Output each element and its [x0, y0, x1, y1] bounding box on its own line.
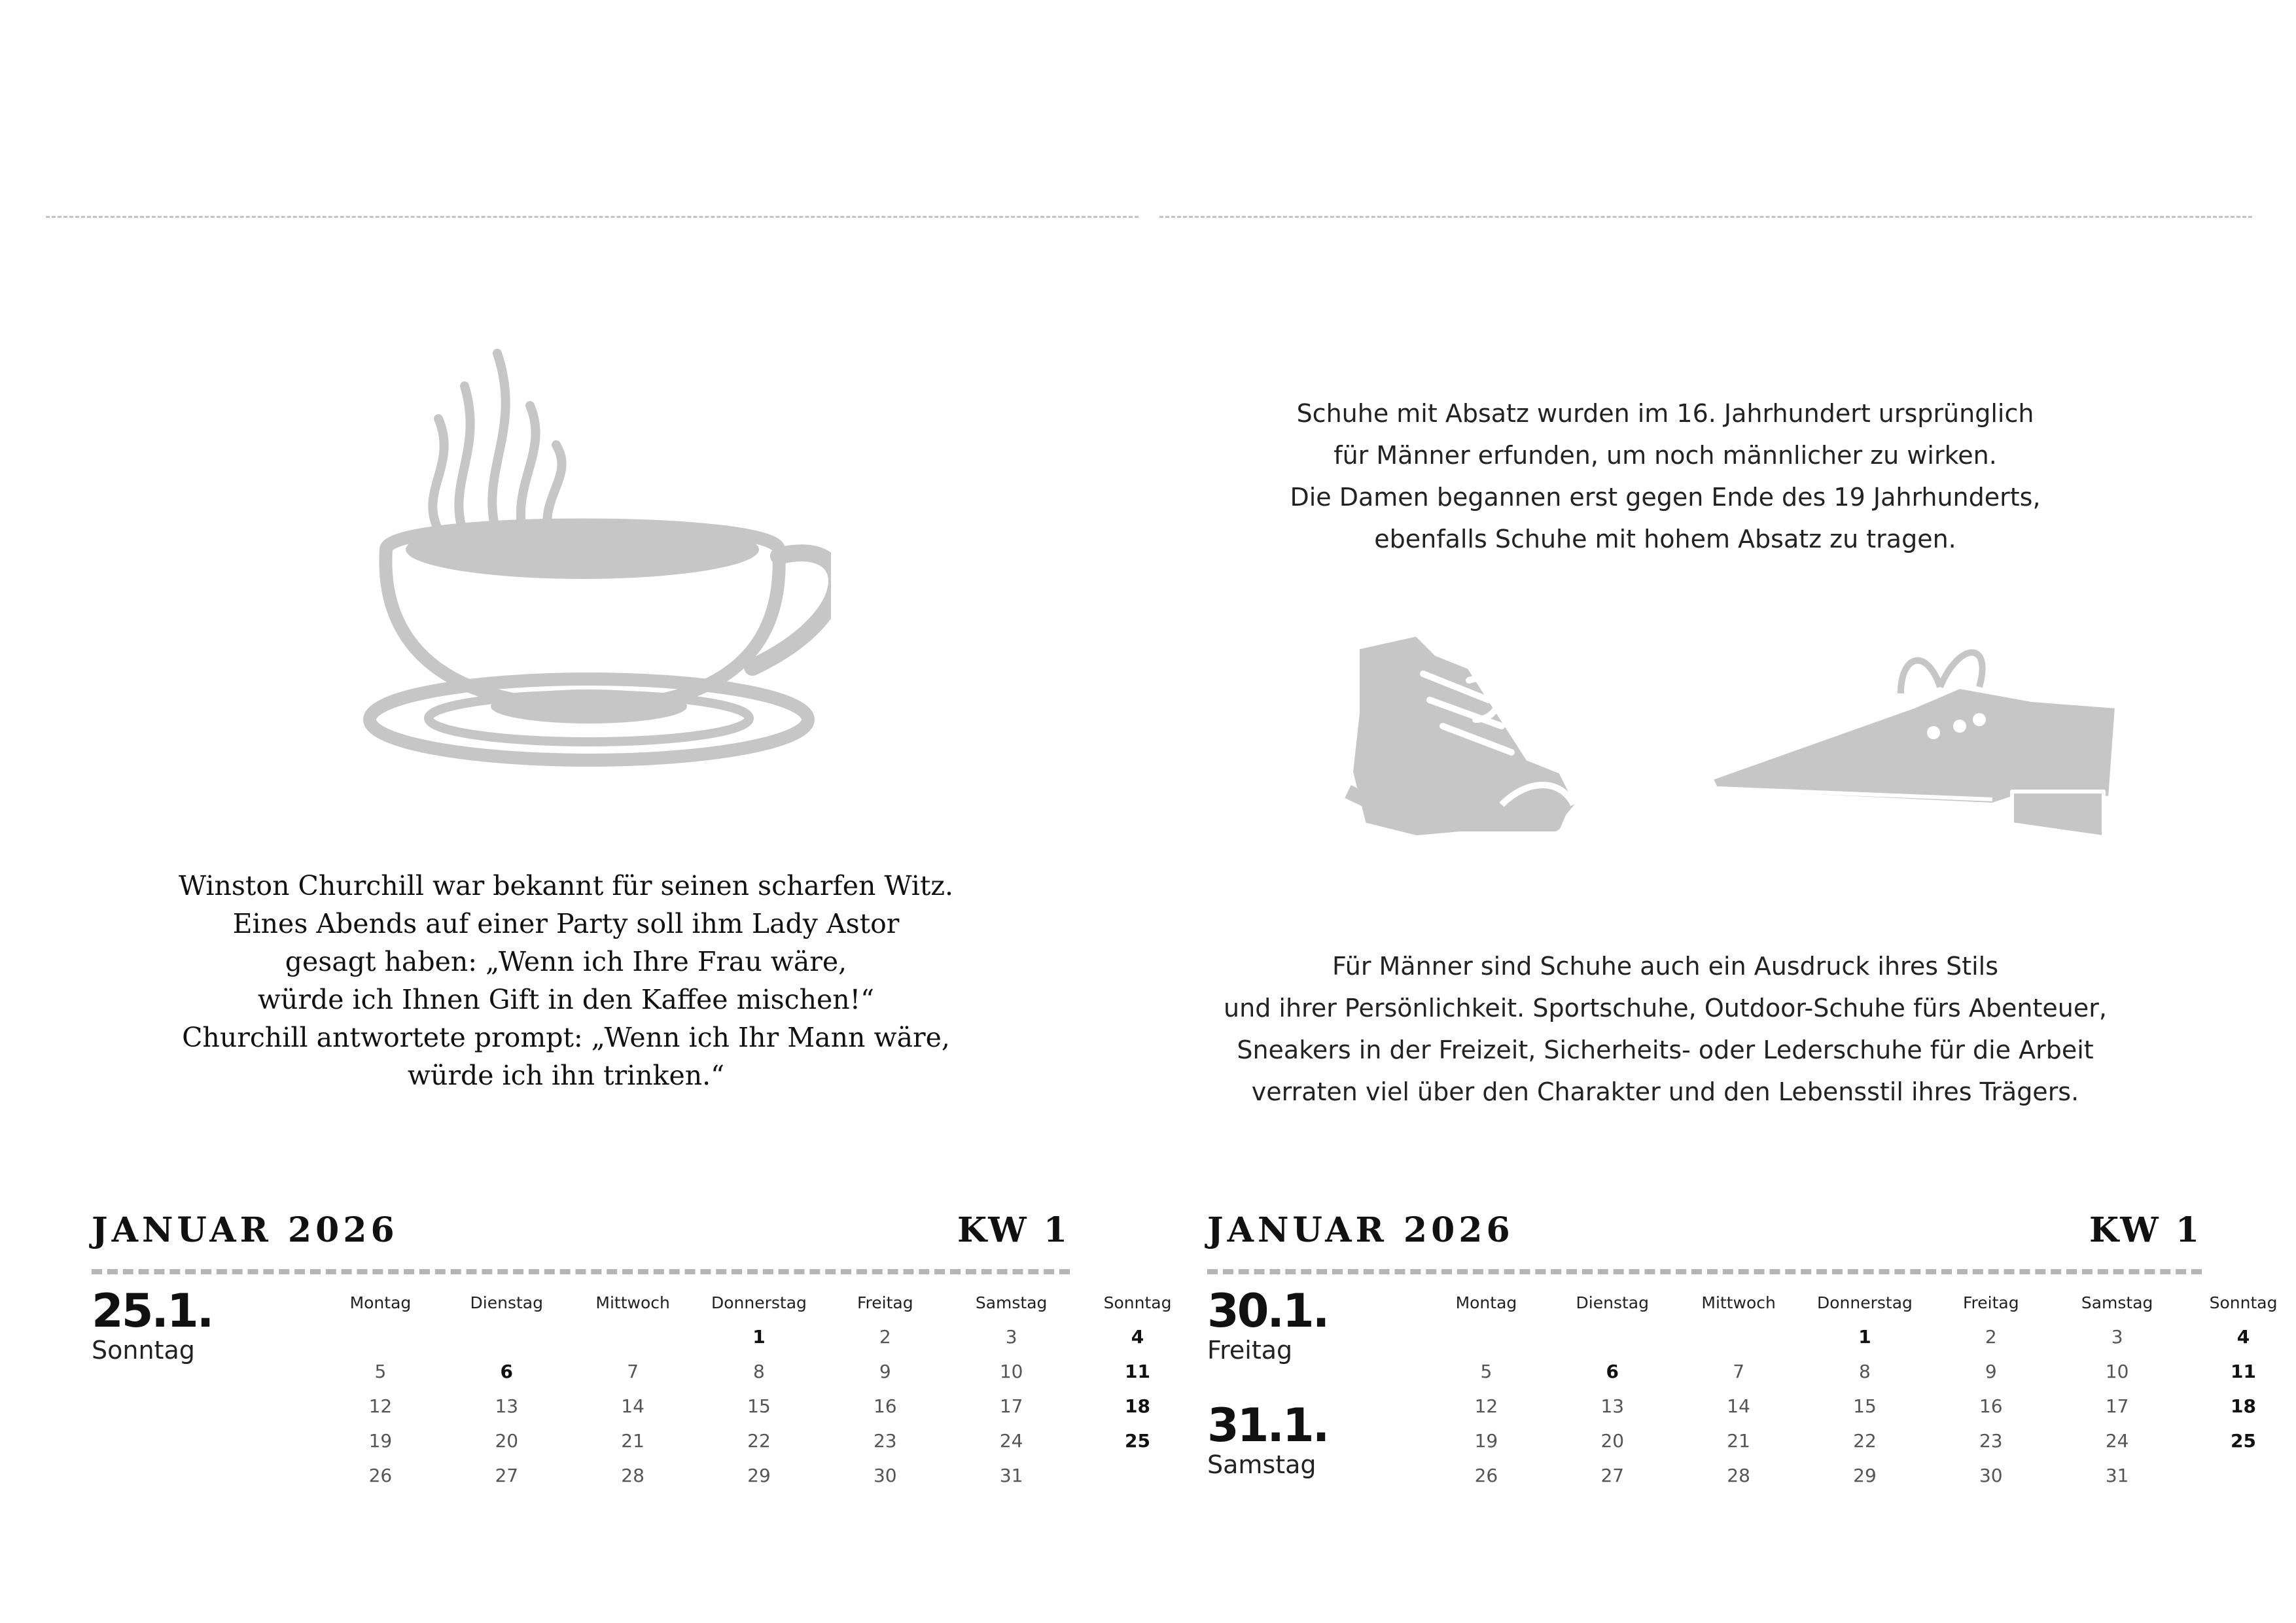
calendar-day: 7: [627, 1361, 639, 1382]
calendar-day: 26: [368, 1465, 393, 1486]
calendar-day: 5: [1480, 1361, 1492, 1382]
calendar-day: 21: [1727, 1430, 1750, 1452]
calendar-day: 30: [873, 1465, 897, 1486]
mini-calendar: [317, 1285, 1201, 1493]
calendar-day: 1: [1858, 1326, 1871, 1348]
calendar-day: 11: [1125, 1361, 1151, 1382]
day-date: 25.1.: [92, 1284, 213, 1338]
calendar-header: [1207, 1210, 2208, 1256]
calendar-day: 18: [2231, 1395, 2257, 1417]
calendar-day: 25: [1125, 1430, 1151, 1452]
calendar-day: 27: [495, 1465, 519, 1486]
calendar-day: 14: [621, 1395, 645, 1417]
calendar-week-number: KW 1: [2089, 1210, 2202, 1250]
calendar-day: 17: [2105, 1395, 2129, 1417]
churchill-quote: Winston Churchill war bekannt für seinen scharfen Witz. Eines Abends auf einer Party soll ihm Lady Astor gesagt haben: „Wenn ich Ihre Frau wäre, würde ich Ihnen Gift in den Kaffee mischen!“ Churchill antwortete prompt: „Wenn ich Ihr Mann wäre, würde ich ihn trinken.“: [178, 870, 954, 1091]
fact-mens-shoes: Für Männer sind Schuhe auch ein Ausdruck ihres Stils und ihrer Persönlichkeit. Sportschuhe, Outdoor-Schuhe fürs Abenteuer, Sneakers in der Freizeit, Sicherheits- oder Lederschuhe für die Arbeit verraten viel über den Charakter und den Lebensstil ihres Trägers.: [1224, 952, 2107, 1106]
calendar-day: 15: [1853, 1395, 1877, 1417]
calendar-week-row: [1423, 1319, 2296, 1354]
day-entry: [92, 1285, 212, 1364]
day-weekday: Freitag: [1207, 1336, 1293, 1365]
calendar-week-row: [317, 1423, 1201, 1458]
calendar-week-row: [317, 1354, 1201, 1389]
calendar-day: 30: [1979, 1465, 2003, 1486]
calendar-day: 27: [1600, 1465, 1625, 1486]
calendar-day: 24: [2105, 1430, 2129, 1452]
calendar-day: 28: [621, 1465, 645, 1486]
calendar-day: 14: [1727, 1395, 1750, 1417]
calendar-day: 2: [879, 1326, 891, 1348]
calendar-day: 8: [753, 1361, 765, 1382]
calendar-week-row: [1423, 1354, 2296, 1389]
weekday-header: Sonntag: [2209, 1293, 2278, 1312]
calendar-day: 29: [747, 1465, 771, 1486]
weekday-header: Montag: [1455, 1293, 1517, 1312]
calendar-day: 4: [1131, 1326, 1144, 1348]
calendar-day: 7: [1733, 1361, 1745, 1382]
day-date: 31.1.: [1207, 1399, 1328, 1452]
dress-shoe-icon: [1704, 628, 2123, 844]
calendar-day: 8: [1859, 1361, 1871, 1382]
calendar-day: 3: [2111, 1326, 2123, 1348]
calendar-day: 26: [1474, 1465, 1498, 1486]
calendar-day: [570, 1319, 696, 1354]
calendar-day: 28: [1727, 1465, 1750, 1486]
calendar-day: 16: [873, 1395, 897, 1417]
mini-calendar: [1423, 1285, 2296, 1493]
calendar-week-row: [317, 1319, 1201, 1354]
calendar-week-number: KW 1: [957, 1210, 1070, 1250]
calendar-day: 17: [999, 1395, 1023, 1417]
calendar-month: JANUAR 2026: [92, 1210, 398, 1250]
calendar-week-row: [317, 1458, 1201, 1493]
left-page: [92, 0, 1172, 1623]
calendar-day: [444, 1319, 570, 1354]
day-entry: [1207, 1400, 1328, 1478]
weekday-header: Donnerstag: [711, 1293, 807, 1312]
calendar-day: 2: [1985, 1326, 1997, 1348]
calendar-day: 5: [374, 1361, 387, 1382]
weekday-header: Samstag: [2081, 1293, 2153, 1312]
calendar-day: 19: [368, 1430, 393, 1452]
calendar-month: JANUAR 2026: [1207, 1210, 1514, 1250]
calendar-day: 22: [1853, 1430, 1877, 1452]
calendar-day: 25: [2231, 1430, 2257, 1452]
calendar-week-row: [1423, 1389, 2296, 1423]
sneaker-icon: [1338, 628, 1587, 850]
calendar-day: 23: [873, 1430, 897, 1452]
calendar-day: 13: [495, 1395, 519, 1417]
day-date: 30.1.: [1207, 1284, 1328, 1338]
calendar-day: 20: [495, 1430, 519, 1452]
calendar-day: 10: [999, 1361, 1023, 1382]
calendar-day: 11: [2231, 1361, 2257, 1382]
calendar-day: 21: [621, 1430, 645, 1452]
calendar-day: 10: [2105, 1361, 2129, 1382]
weekday-header: Freitag: [857, 1293, 913, 1312]
weekday-header: Donnerstag: [1816, 1293, 1913, 1312]
weekday-header: Mittwoch: [1701, 1293, 1776, 1312]
calendar-day: 19: [1474, 1430, 1498, 1452]
weekday-header: Dienstag: [470, 1293, 543, 1312]
calendar-header: [92, 1210, 1093, 1256]
calendar-week-row: [317, 1389, 1201, 1423]
calendar-day: 9: [879, 1361, 891, 1382]
calendar-day: [1549, 1319, 1676, 1354]
calendar-day: 18: [1125, 1395, 1151, 1417]
day-weekday: Samstag: [1207, 1450, 1316, 1479]
fact-heels: Schuhe mit Absatz wurden im 16. Jahrhundert ursprünglich für Männer erfunden, um noch männlicher zu wirken. Die Damen begannen erst gegen Ende des 19 Jahrhunderts, ebenfalls Schuhe mit hohem Absatz zu tragen.: [1290, 399, 2041, 553]
calendar-rule: [1207, 1269, 2202, 1274]
calendar-day: 29: [1853, 1465, 1877, 1486]
weekday-header: Sonntag: [1103, 1293, 1172, 1312]
weekday-header: Dienstag: [1576, 1293, 1649, 1312]
calendar-day: 12: [368, 1395, 393, 1417]
calendar-day: [317, 1319, 444, 1354]
calendar-day: [1676, 1319, 1802, 1354]
calendar-day: 6: [1606, 1361, 1619, 1382]
day-weekday: Sonntag: [92, 1336, 195, 1365]
calendar-day: [2180, 1458, 2296, 1493]
calendar-day: 16: [1979, 1395, 2003, 1417]
calendar-day: 24: [999, 1430, 1023, 1452]
calendar-day: 1: [752, 1326, 766, 1348]
calendar-day: 31: [2105, 1465, 2129, 1486]
right-page: [1207, 0, 2278, 1623]
weekday-header: Samstag: [975, 1293, 1048, 1312]
day-entry: [1207, 1285, 1328, 1364]
calendar-day: 4: [2236, 1326, 2250, 1348]
calendar-day: 6: [500, 1361, 513, 1382]
calendar-day: [1423, 1319, 1549, 1354]
calendar-day: 9: [1985, 1361, 1997, 1382]
calendar-day: 31: [999, 1465, 1023, 1486]
weekday-header: Freitag: [1962, 1293, 2019, 1312]
calendar-week-row: [1423, 1423, 2296, 1458]
calendar-rule: [92, 1269, 1070, 1274]
calendar-day: 22: [747, 1430, 771, 1452]
calendar-day: 15: [747, 1395, 771, 1417]
calendar-day: 23: [1979, 1430, 2003, 1452]
weekday-header: Montag: [349, 1293, 412, 1312]
calendar-day: 20: [1600, 1430, 1625, 1452]
calendar-day: 13: [1600, 1395, 1625, 1417]
calendar-day: [1074, 1458, 1201, 1493]
calendar-day: 12: [1474, 1395, 1498, 1417]
calendar-week-row: [1423, 1458, 2296, 1493]
coffee-cup-icon: [360, 340, 831, 772]
weekday-header: Mittwoch: [595, 1293, 670, 1312]
calendar-day: 3: [1005, 1326, 1017, 1348]
